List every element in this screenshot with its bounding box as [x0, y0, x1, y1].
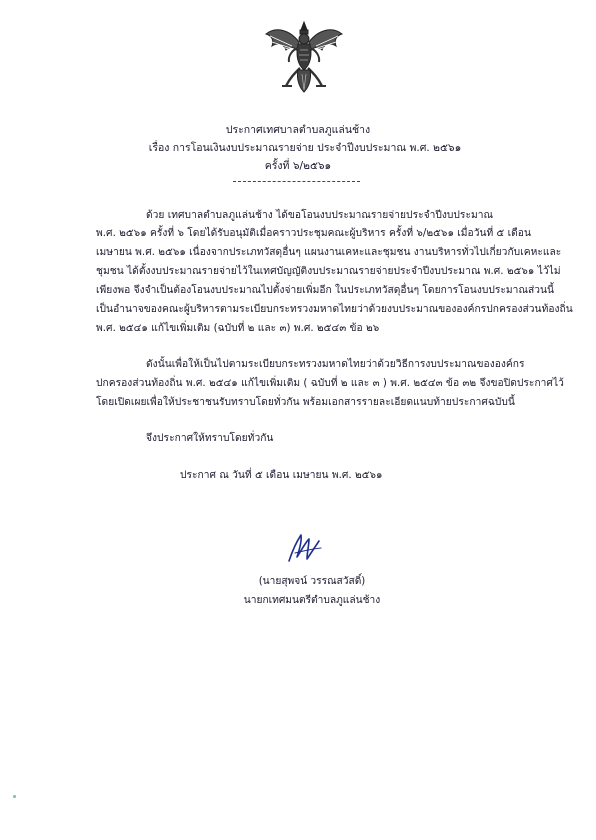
paragraph1-line: ชุมชน ได้ตั้งงบประมาณรายจ่ายไว้ในเทศบัญญัติงบประมาณรายจ่ายประจำปีงบประมาณ พ.ศ. ๒๕๖๑ ไว้ไม่: [96, 266, 561, 277]
paragraph2-line: ดังนั้นเพื่อให้เป็นไปตามระเบียบกระทรวงมหาดไทยว่าด้วยวิธีการงบประมาณขององค์กร: [146, 359, 525, 370]
paragraph1-line: พ.ศ. ๒๕๖๑ ครั้งที่ ๖ โดยได้รับอนุมัติเมื่อคราวประชุมคณะผู้บริหาร ครั้งที่ ๖/๒๕๖๑ เมื่อวันที่ ๕ เดือน: [96, 228, 531, 239]
paragraph1-line: ด้วย เทศบาลตำบลภูแล่นช้าง ได้ขอโอนงบประมาณรายจ่ายประจำปีงบประมาณ: [146, 210, 494, 221]
signature: [285, 527, 325, 567]
announcement-number: ครั้งที่ ๖/๒๕๖๑: [264, 160, 332, 172]
scan-speck: [13, 795, 16, 798]
paragraph2-line: โดยเปิดเผยเพื่อให้ประชาชนรับทราบโดยทั่วกัน พร้อมเอกสารรายละเอียดแนบท้ายประกาศฉบับนี้: [96, 397, 515, 408]
paragraph1-line: เป็นอำนาจของคณะผู้บริหารตามระเบียบกระทรวงมหาดไทยว่าด้วยงบประมาณขององค์กรปกครองส่วนท้องถิ่น: [96, 304, 573, 315]
signatory-name: (นายสุพจน์ วรรณสวัสดิ์): [258, 576, 366, 587]
announcement-date: ประกาศ ณ วันที่ ๕ เดือน เมษายน พ.ศ. ๒๕๖๑: [180, 470, 383, 481]
header-separator: [233, 181, 360, 182]
garuda-emblem: [262, 20, 346, 94]
announcement-heading: ประกาศเทศบาลตำบลภูแล่นช้าง: [225, 124, 371, 136]
paragraph1-line: เมษายน พ.ศ. ๒๕๖๑ เนื่องจากประเภทวัสดุอื่นๆ แผนงานเคหะและชุมชน งานบริหารทั่วไปเกี่ยวกับเคหะและ: [96, 247, 562, 258]
announcement-subject: เรื่อง การโอนเงินงบประมาณรายจ่าย ประจำปีงบประมาณ พ.ศ. ๒๕๖๑: [148, 142, 462, 154]
paragraph2-line: ปกครองส่วนท้องถิ่น พ.ศ. ๒๕๔๑ แก้ไขเพิ่มเติม ( ฉบับที่ ๒ และ ๓ ) พ.ศ. ๒๕๔๓ ข้อ ๓๒ จึงขอปิดประกาศไว้: [96, 378, 564, 389]
closing-statement: จึงประกาศให้ทราบโดยทั่วกัน: [146, 433, 274, 444]
signatory-position: นายกเทศมนตรีตำบลภูแล่นช้าง: [243, 595, 381, 606]
paragraph1-line: พ.ศ. ๒๕๔๑ แก้ไขเพิ่มเติม (ฉบับที่ ๒ และ ๓) พ.ศ. ๒๕๔๓ ข้อ ๒๖: [96, 323, 380, 334]
paragraph1-line: เพียงพอ จึงจำเป็นต้องโอนงบประมาณไปตั้งจ่ายเพิ่มอีก ในประเภทวัสดุอื่นๆ โดยการโอนงบประมาณส่วนนี้: [96, 285, 555, 296]
